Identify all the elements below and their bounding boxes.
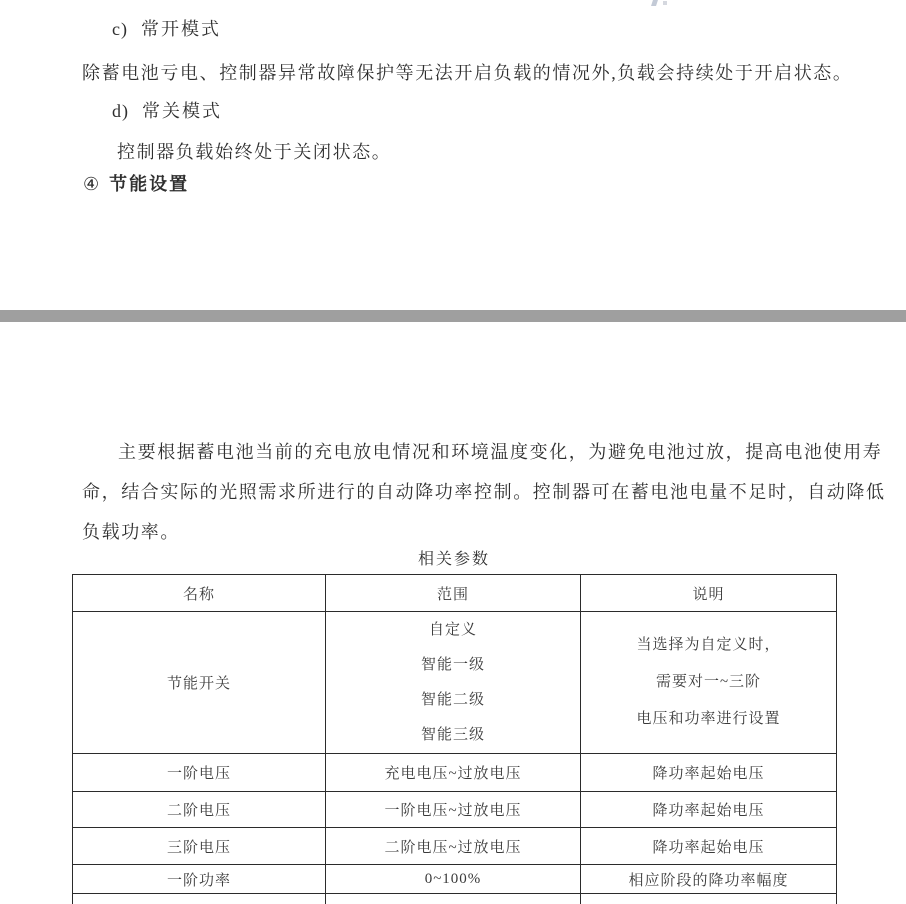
cell-range bbox=[326, 894, 581, 904]
cell-name: 一阶电压 bbox=[73, 754, 326, 792]
list-item-d-heading bbox=[112, 97, 222, 123]
cell-description: 相应阶段的降功率幅度 bbox=[581, 865, 837, 894]
table-row bbox=[73, 828, 837, 865]
paragraph-normally-open: 除蓄电池亏电、控制器异常故障保护等无法开启负载的情况外,负载会持续处于开启状态。 bbox=[82, 63, 853, 83]
range-option: 智能一级 bbox=[420, 656, 485, 673]
cut-off-text-fragment bbox=[652, 0, 692, 7]
cell-description: 降功率起始电压 bbox=[581, 754, 837, 792]
cell-range: 充电电压~过放电压 bbox=[326, 754, 581, 792]
section-number: ④ bbox=[83, 174, 102, 194]
range-option: 智能二级 bbox=[420, 691, 485, 708]
range-option: 自定义 bbox=[428, 621, 477, 638]
cell-range: 0~100% bbox=[326, 865, 581, 894]
related-parameters-table bbox=[72, 574, 837, 904]
table-title: 相关参数 bbox=[417, 551, 490, 568]
cell-range bbox=[326, 612, 581, 754]
cell-description bbox=[581, 612, 837, 754]
list-item-d-title: 常关模式 bbox=[142, 101, 222, 121]
cell-range: 二阶电压~过放电压 bbox=[326, 828, 581, 865]
paragraph-normally-closed: 控制器负载始终处于关闭状态。 bbox=[117, 142, 392, 162]
paragraph-auto-power-reduction bbox=[82, 432, 887, 552]
description-line: 需要对一~三阶 bbox=[655, 674, 762, 690]
section-title: 节能设置 bbox=[109, 174, 190, 194]
page-break-divider bbox=[0, 310, 906, 322]
cell-description bbox=[581, 894, 837, 904]
cell-name: 一阶功率 bbox=[73, 865, 326, 894]
section-heading-energy-saving bbox=[83, 170, 189, 196]
paragraph-line: 负载功率。 bbox=[82, 522, 180, 542]
table-row bbox=[73, 612, 837, 754]
list-item-d-label: d) bbox=[112, 101, 129, 121]
cell-name: 节能开关 bbox=[73, 612, 326, 754]
list-item-c-label: c) bbox=[112, 19, 128, 39]
paragraph-line: 主要根据蓄电池当前的充电放电情况和环境温度变化，为避免电池过放，提高电池使用寿 bbox=[118, 442, 883, 462]
table-row bbox=[73, 754, 837, 792]
header-range: 范围 bbox=[326, 575, 581, 612]
cell-name: 三阶电压 bbox=[73, 828, 326, 865]
paragraph-line: 命，结合实际的光照需求所进行的自动降功率控制。控制器可在蓄电池电量不足时，自动降低 bbox=[82, 482, 886, 502]
cell-name bbox=[73, 894, 326, 904]
description-line: 当选择为自定义时， bbox=[636, 637, 781, 653]
cell-description: 降功率起始电压 bbox=[581, 828, 837, 865]
header-description: 说明 bbox=[581, 575, 837, 612]
header-name: 名称 bbox=[73, 575, 326, 612]
cell-name: 二阶电压 bbox=[73, 792, 326, 828]
description-line: 电压和功率进行设置 bbox=[636, 711, 781, 727]
table-row-partial bbox=[73, 894, 837, 904]
list-item-c-title: 常开模式 bbox=[140, 19, 221, 39]
table-header-row bbox=[73, 575, 837, 612]
table-row bbox=[73, 792, 837, 828]
range-option: 智能三级 bbox=[420, 726, 485, 743]
cell-range: 一阶电压~过放电压 bbox=[326, 792, 581, 828]
table-row bbox=[73, 865, 837, 894]
list-item-c-heading bbox=[112, 15, 221, 41]
cell-description: 降功率起始电压 bbox=[581, 792, 837, 828]
